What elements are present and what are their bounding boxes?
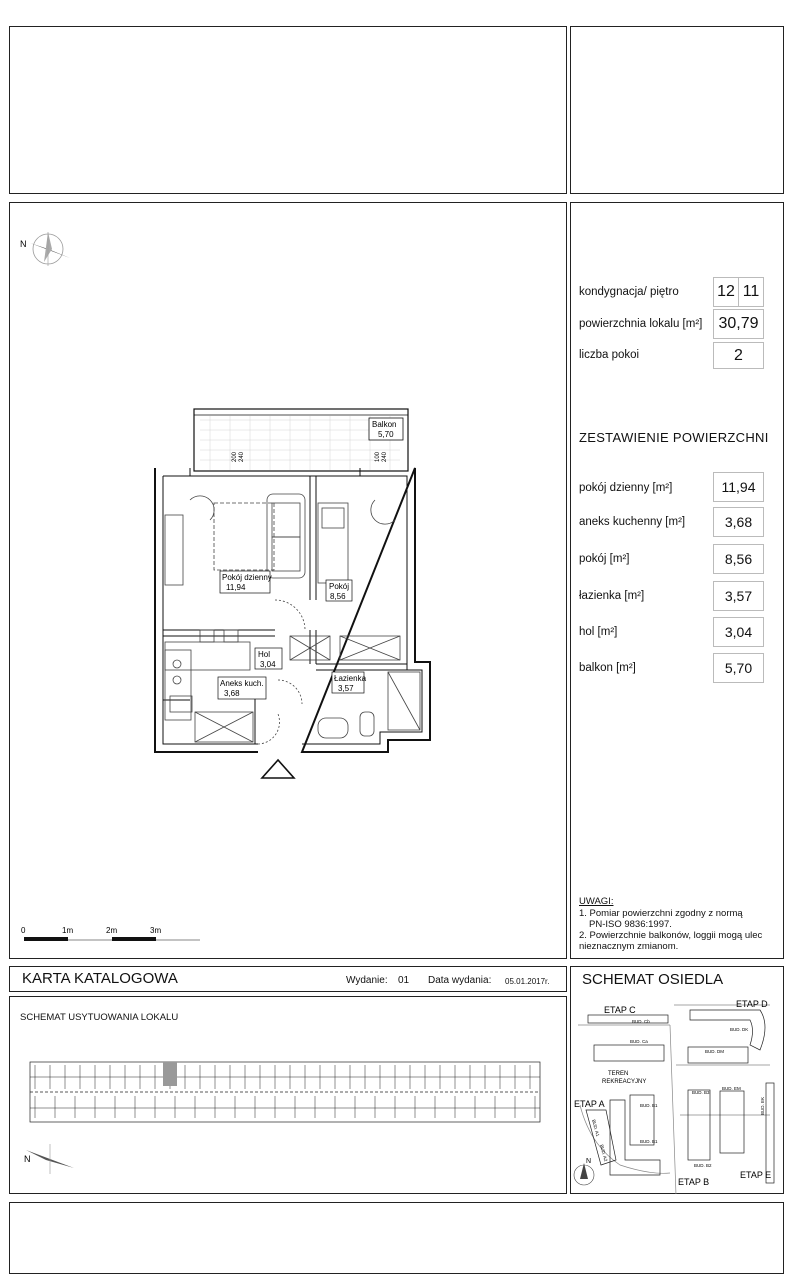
bud-b3-label: BUD. B3 [692, 1090, 710, 1095]
bud-ca-label: BUD. Ca [630, 1039, 648, 1044]
estate-title: SCHEMAT OSIEDLA [582, 971, 724, 988]
summary-title: ZESTAWIENIE POWIERZCHNI [579, 430, 769, 445]
furniture [165, 494, 420, 744]
scale-bar [24, 937, 200, 941]
pokoj-name: Pokój [329, 582, 350, 591]
etap-d-label: ETAP D [736, 999, 768, 1009]
edition-label: Wydanie: [346, 975, 388, 986]
rooms-value: 2 [713, 342, 764, 369]
pokoj-dzienny-name: Pokój dzienny [222, 573, 272, 582]
balkon-area: 5,70 [378, 430, 394, 439]
outer-walls [155, 468, 430, 752]
lazienka-name: Łazienka [334, 674, 367, 683]
dim-2: 240 [239, 451, 245, 462]
dim-1: 200 [232, 451, 238, 462]
summary-value-4: 3,04 [713, 617, 764, 647]
etap-a-label: ETAP A [574, 1099, 605, 1109]
etap-e-label: ETAP E [740, 1170, 772, 1180]
bud-b1a-label: BUD. B1 [640, 1103, 658, 1108]
header-right-frame [570, 26, 784, 194]
bud-dm-label: BUD. DM [705, 1049, 724, 1054]
summary-label-3: łazienka [m²] [579, 590, 645, 602]
floor-pietro-value: 11 [738, 277, 764, 307]
scale-0: 0 [21, 926, 26, 935]
estate-north-letter: N [586, 1158, 592, 1165]
location-plan [20, 1050, 550, 1180]
teren-label-2: REKREACYJNY [602, 1079, 647, 1085]
entrance-triangle-icon [262, 760, 294, 778]
scale-1: 1m [62, 926, 74, 935]
north-arrow-icon [30, 232, 70, 266]
bud-dk-label: BUD. DK [730, 1027, 749, 1032]
notes-line3: 2. Powierzchnie balkonów, loggii mogą ulec [579, 930, 763, 941]
bud-cb-label: BUD. Cb [632, 1019, 650, 1024]
date-value: 05.01.2017r. [505, 977, 550, 986]
scale-3: 3m [150, 926, 162, 935]
north-letter: N [20, 239, 27, 249]
etap-b-label: ETAP B [678, 1177, 710, 1187]
etap-c-label: ETAP C [604, 1005, 636, 1015]
lazienka-area: 3,57 [338, 684, 354, 693]
area-label: powierzchnia lokalu [m²] [579, 318, 703, 330]
location-north-icon [26, 1144, 74, 1174]
bud-em-label: BUD. EM [722, 1086, 741, 1091]
summary-value-3: 3,57 [713, 581, 764, 611]
interior-walls [163, 476, 407, 744]
location-title: SCHEMAT USYTUOWANIA LOKALU [20, 1012, 179, 1023]
date-label: Data wydania: [428, 975, 492, 986]
notes-line4: nieznacznym zmianom. [579, 941, 679, 952]
floor-label: kondygnacja/ piętro [579, 286, 679, 298]
summary-label-2: pokój [m²] [579, 553, 630, 565]
summary-label-4: hol [m²] [579, 626, 618, 638]
summary-label-0: pokój dzienny [m²] [579, 482, 673, 494]
pokoj-area: 8,56 [330, 592, 346, 601]
location-north-letter: N [24, 1154, 31, 1164]
rooms-label: liczba pokoi [579, 349, 640, 361]
bud-a2-label: BUD. A2 [599, 1143, 609, 1162]
bud-b1b-label: BUD. B1 [640, 1139, 658, 1144]
notes-line2: PN-ISO 9836:1997. [589, 919, 672, 930]
highlighted-apartment [163, 1062, 177, 1086]
bud-ek-label: BUD. EK [760, 1096, 765, 1115]
hol-area: 3,04 [260, 660, 276, 669]
aneks-area: 3,68 [224, 689, 240, 698]
notes-line1: 1. Pomiar powierzchni zgodny z normą [579, 908, 743, 919]
aneks-name: Aneks kuch. [220, 679, 264, 688]
summary-value-0: 11,94 [713, 472, 764, 502]
pokoj-dzienny-area: 11,94 [226, 583, 246, 592]
catalog-title: KARTA KATALOGOWA [22, 970, 178, 987]
floor-kond-value: 12 [713, 277, 739, 307]
summary-label-5: balkon [m²] [579, 662, 636, 674]
summary-value-5: 5,70 [713, 653, 764, 683]
area-value: 30,79 [713, 309, 764, 339]
dim-4: 240 [382, 451, 388, 462]
summary-value-1: 3,68 [713, 507, 764, 537]
scale-2: 2m [106, 926, 118, 935]
footer-frame [9, 1202, 784, 1274]
dim-3: 100 [375, 451, 381, 462]
notes-title: UWAGI: [579, 896, 614, 907]
hol-name: Hol [258, 650, 271, 659]
estate-map [570, 995, 784, 1194]
bud-a1-label: BUD. A1 [591, 1118, 601, 1137]
summary-value-2: 8,56 [713, 544, 764, 574]
edition-value: 01 [398, 975, 410, 986]
bud-b2-label: BUD. B2 [694, 1163, 712, 1168]
teren-label-1: TEREN [608, 1071, 629, 1077]
estate-north-icon [574, 1163, 594, 1185]
summary-label-1: aneks kuchenny [m²] [579, 516, 686, 528]
balkon-name: Balkon [372, 420, 397, 429]
